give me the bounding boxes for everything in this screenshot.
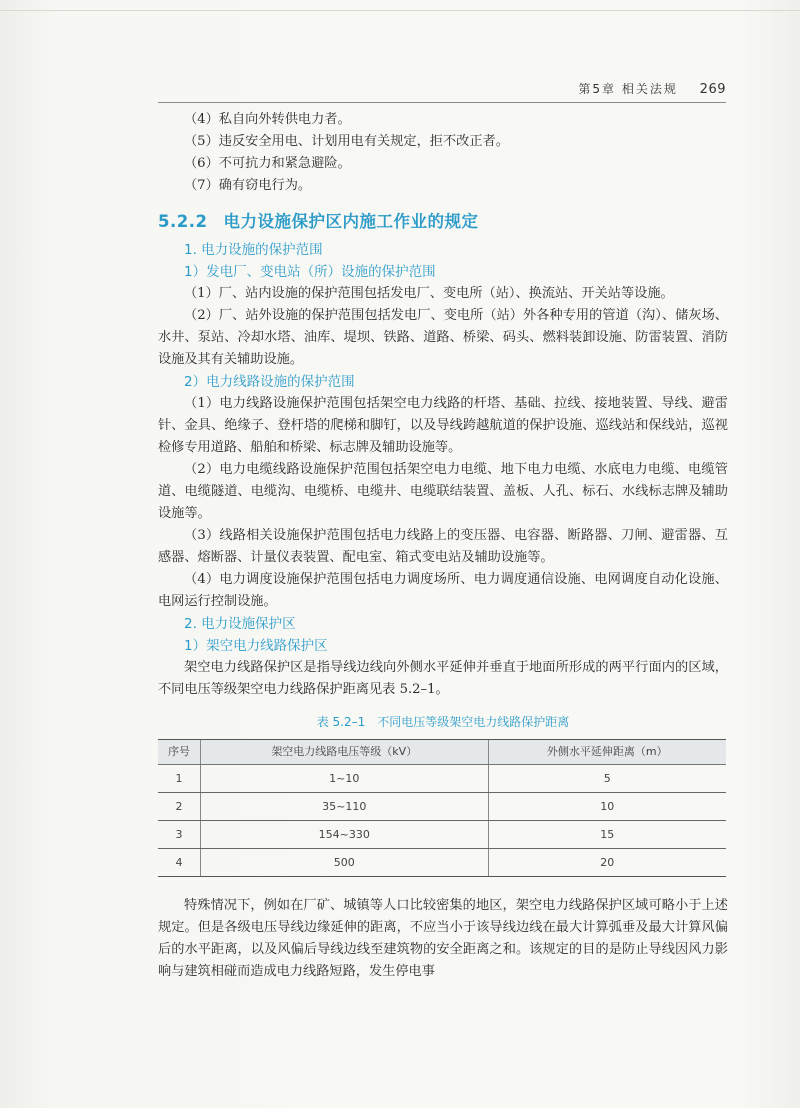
column-header: 序号 <box>158 740 201 765</box>
table-cell: 4 <box>158 849 201 877</box>
table-row <box>158 765 726 793</box>
section-number: 5.2.2 <box>158 212 208 231</box>
protection-distance-table <box>158 739 726 877</box>
table-caption: 表 5.2–1 不同电压等级架空电力线路保护距离 <box>316 715 570 729</box>
table-cell: 20 <box>488 849 726 877</box>
page-number: 269 <box>699 82 726 97</box>
subheading: 1）架空电力线路保护区 <box>184 638 328 654</box>
paragraph: （1）电力线路设施保护范围包括架空电力线路的杆塔、基础、拉线、接地装置、导线、避雷针、金具、绝缘子、登杆塔的爬梯和脚钉，以及导线跨越航道的保护设施、巡线站和保线站，巡视检修专用道路、船舶和桥梁、标志牌及辅助设施等。 <box>158 396 728 455</box>
table-cell: 15 <box>488 821 726 849</box>
table-cell: 5 <box>488 765 726 793</box>
section-title: 电力设施保护区内施工作业的规定 <box>223 212 479 231</box>
table-row <box>158 849 726 877</box>
section-heading <box>158 211 728 233</box>
paragraph: （1）厂、站内设施的保护范围包括发电厂、变电所（站）、换流站、开关站等设施。 <box>184 286 674 301</box>
paragraph: （2）电力电缆线路设施保护范围包括架空电力电缆、地下电力电缆、水底电力电缆、电缆管道、电缆隧道、电缆沟、电缆桥、电缆井、电缆联结装置、盖板、人孔、标石、水线标志牌及辅助设施等。 <box>158 462 728 521</box>
list-item: （5）违反安全用电、计划用电有关规定，拒不改正者。 <box>184 134 509 149</box>
paragraph: （2）厂、站外设施的保护范围包括发电厂、变电所（站）外各种专用的管道（沟）、储灰场、水井、泵站、冷却水塔、油库、堤坝、铁路、道路、桥梁、码头、燃料装卸设施、防雷装置、消防设施及其有关辅助设施。 <box>158 308 728 367</box>
subheading: 1）发电厂、变电站（所）设施的保护范围 <box>184 264 436 280</box>
table-cell: 3 <box>158 821 201 849</box>
table-row <box>158 821 726 849</box>
list-item: （7）确有窃电行为。 <box>184 178 312 193</box>
paragraph: 特殊情况下，例如在厂矿、城镇等人口比较密集的地区，架空电力线路保护区域可略小于上述规定。但是各级电压导线边缘延伸的距离，不应当小于该导线边线在最大计算弧垂及最大计算风偏后的水平距离，以及风偏后导线边线至建筑物的安全距离之和。该规定的目的是防止导线因风力影响与建筑相碰而造成电力线路短路，发生停电事 <box>158 898 728 979</box>
list-item: （4）私自向外转供电力者。 <box>184 112 351 127</box>
subsection-heading: 2. 电力设施保护区 <box>184 616 296 632</box>
paragraph: （4）电力调度设施保护范围包括电力调度场所、电力调度通信设施、电网调度自动化设施、电网运行控制设施。 <box>158 572 728 609</box>
table-cell: 1~10 <box>201 765 489 793</box>
column-header: 外侧水平延伸距离（m） <box>488 740 726 765</box>
table-cell: 154~330 <box>201 821 489 849</box>
top-divider <box>0 10 800 11</box>
table-cell: 2 <box>158 793 201 821</box>
table-cell: 35~110 <box>201 793 489 821</box>
table-cell: 500 <box>201 849 489 877</box>
paragraph: 架空电力线路保护区是指导线边线向外侧水平延伸并垂直于地面所形成的两平行面内的区域，不同电压等级架空电力线路保护距离见表 5.2–1。 <box>158 660 728 697</box>
table-row <box>158 793 726 821</box>
subsection-heading: 1. 电力设施的保护范围 <box>184 242 323 258</box>
table-cell: 10 <box>488 793 726 821</box>
running-header <box>158 80 726 103</box>
paragraph: （3）线路相关设施保护范围包括电力线路上的变压器、电容器、断路器、刀闸、避雷器、互感器、熔断器、计量仪表装置、配电室、箱式变电站及辅助设施等。 <box>158 528 728 565</box>
chapter-title: 第5章 相关法规 <box>578 82 678 96</box>
subheading: 2）电力线路设施的保护范围 <box>184 374 355 390</box>
main-content <box>158 109 728 983</box>
list-item: （6）不可抗力和紧急避险。 <box>184 156 351 171</box>
table-header-row <box>158 740 726 765</box>
table-cell: 1 <box>158 765 201 793</box>
column-header: 架空电力线路电压等级（kV） <box>201 740 489 765</box>
